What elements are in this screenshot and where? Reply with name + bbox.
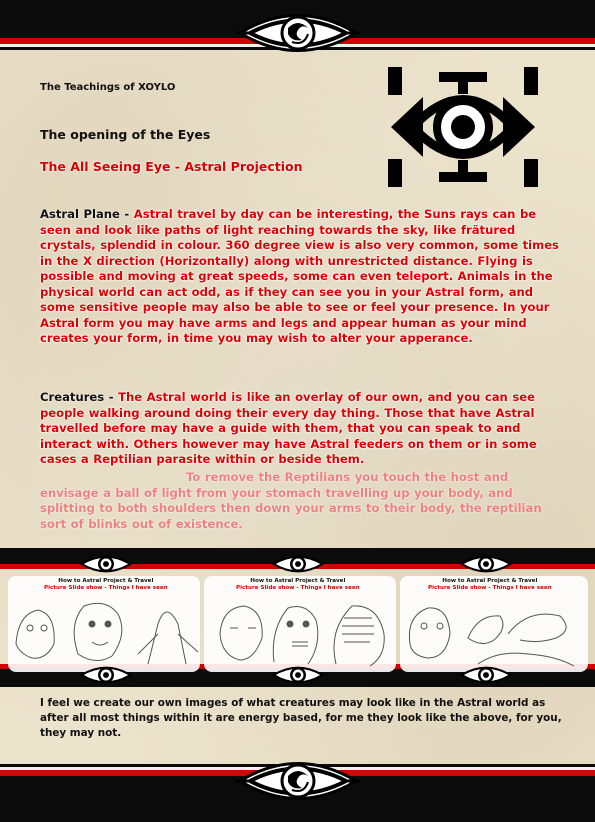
slide-label-1-line1: How to Astral Project & Travel xyxy=(58,578,154,584)
astral-plane-body: Astral travel by day can be interesting, the Suns rays can be seen and look like paths of light reaching towards the sky, like frätured crystals, splendid in colour. 360 degree view is also very common, some times in the X direction (Horizontally) along with unrestricted distance. Flying is possible and moving at great speeds, some can even teleport. Animals in the physical world can act odd, as if they can see you in your Astral form, and some sensitive people may also be able to see or feel your presence. In your Astral form you may have arms and legs and appear human as your mind creates your form, in time you may wish to alter your apperance. xyxy=(40,207,559,345)
slide-label-1-line2: Picture Slide show - Things I have seen xyxy=(44,585,168,591)
series-title: The Teachings of XOYLO xyxy=(40,82,176,93)
reptilian-removal-body: To remove the Reptilians you touch the host and envisage a ball of light from your stomach travelling up your body, and splitting to both shoulders then down your arms to their body, the reptilian sort of blinks out of existence. xyxy=(40,470,542,531)
eye-emblem-icon xyxy=(236,4,360,62)
section-title: The All Seeing Eye - Astral Projection xyxy=(40,159,303,174)
slide-label-3-line2: Picture Slide show - Things I have seen xyxy=(428,585,552,591)
closing-paragraph: I feel we create our own images of what creatures may look like in the Astral world as after all most things within it are energy based, for me they look like the above, for you, they may not. xyxy=(40,697,562,739)
all-seeing-eye-symbol-icon xyxy=(383,62,543,192)
slide-label-3 xyxy=(428,578,552,592)
creatures-lead: Creatures - xyxy=(40,390,119,404)
strip-eye-icon-3 xyxy=(460,551,512,577)
slide-label-2 xyxy=(236,578,360,592)
strip-eye-icon-2 xyxy=(272,551,324,577)
creature-sketch-icon xyxy=(8,594,588,670)
creatures-paragraph xyxy=(40,390,560,468)
creatures-body: The Astral world is like an overlay of our own, and you can see people walking around doing their every day thing. Those that have Astral travelled before may have a guide with them, that you can speak to and interact with. Others however may have Astral feeders on them or in some cases a Reptilian parasite within or beside them. xyxy=(40,390,537,466)
chapter-title: The opening of the Eyes xyxy=(40,127,211,142)
slide-label-1 xyxy=(44,578,168,592)
astral-plane-lead: Astral Plane - xyxy=(40,207,134,221)
slide-label-3-line1: How to Astral Project & Travel xyxy=(442,578,538,584)
strip-eye-icon-1 xyxy=(80,551,132,577)
slide-label-2-line2: Picture Slide show - Things I have seen xyxy=(236,585,360,591)
bottom-eye-emblem-icon xyxy=(236,752,360,810)
slide-label-2-line1: How to Astral Project & Travel xyxy=(250,578,346,584)
reptilian-removal-paragraph xyxy=(40,470,560,532)
astral-plane-paragraph xyxy=(40,207,560,347)
